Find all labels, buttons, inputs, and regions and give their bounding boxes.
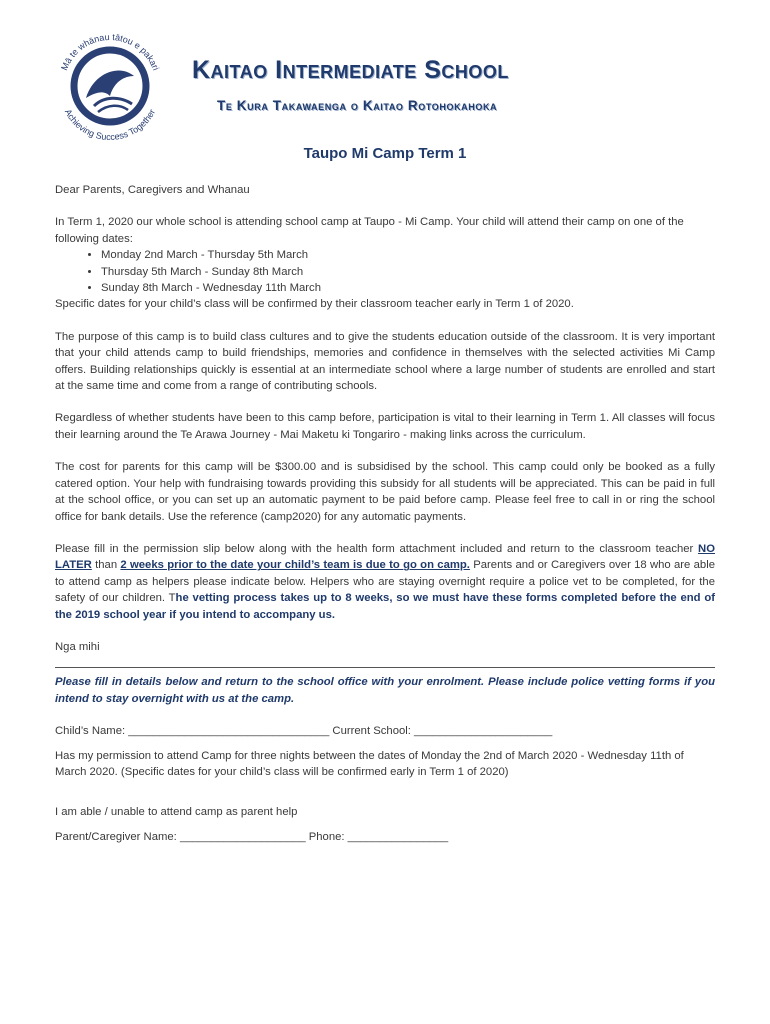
school-name: Kaitao Intermediate School [192, 56, 509, 84]
vetting-emphasis: he vetting process takes up to 8 weeks, so we must have these forms completed before the end of the 2019 school year if you intend to accompany us. [55, 592, 716, 621]
dates-note: Specific dates for your child’s class will be confirmed by their classroom teacher early in Term 1 of 2020. [55, 298, 574, 311]
letter-title: Taupo Mi Camp Term 1 [303, 145, 467, 162]
list-item: • Thursday 5th March - Sunday 8th March [101, 264, 715, 280]
school-logo-icon [50, 26, 170, 146]
logo-top-text: Mā te whānau tātou e pakari [59, 31, 162, 72]
school-name-maori: Te Kura Takawaenga o Kaitao Rotohokahoka [217, 98, 498, 113]
letter-body [55, 182, 715, 845]
intro-paragraph: In Term 1, 2020 our whole school is attending school camp at Taupo - Mi Camp. Your child will attend their camp on one of the following dates: [55, 216, 684, 245]
slip-instructions: Please fill in details below and return to the school office with your enrolment. Please include police vetting forms if you intend to stay overnight with us at the camp. [55, 676, 715, 705]
regardless-paragraph: Regardless of whether students have been to this camp before, participation is vital to their learning in Term 1. All classes will focus their learning around the Te Arawa Journey - Mai Maketu ki Tongariro - making links across the curriculum. [55, 412, 715, 441]
permission-text-c: Parents and or Caregivers over 18 who are able to attend camp as helpers please indicate below. Helpers who are staying overnight require a police vet to be completed, for the safety of our children. T [55, 559, 715, 605]
parent-name-field: Parent/Caregiver Name: ____________________ Phone: ________________ [55, 830, 449, 843]
purpose-paragraph: The purpose of this camp is to build class cultures and to give the students education outside of the classroom. It is very important that your child attends camp to build friendships, memories and confidence in themselves with the selected activities Mi Camp offers. Building relationships quickly is essential at an intermediate school where a large number of students are enrolled and start at the same time and come from a range of contributing schools. [55, 330, 715, 393]
camp-dates-list [55, 247, 715, 296]
tear-off-divider [55, 667, 715, 668]
list-item: • Sunday 8th March - Wednesday 11th March [101, 280, 715, 296]
greeting: Dear Parents, Caregivers and Whanau [55, 184, 250, 196]
logo-bottom-text: Achieving Success Together [62, 107, 158, 143]
consent-statement: Has my permission to attend Camp for three nights between the dates of Monday the 2nd of March 2020 - Wednesday 11th of March 2020. (Specific dates for your child’s class will be confirmed early in Term 1 of 2020) [55, 749, 684, 778]
list-item: • Monday 2nd March - Thursday 5th March [101, 247, 715, 263]
permission-text-a: Please fill in the permission slip below along with the health form attachment included and return to the classroom teacher [55, 542, 699, 555]
permission-text-b: than [91, 559, 121, 572]
no-later-emphasis: NO LATER [55, 542, 715, 572]
signoff: Nga mihi [55, 640, 100, 653]
cost-paragraph: The cost for parents for this camp will be $300.00 and is subsidised by the school. This camp could only be booked as a fully catered option. Your help with fundraising towards providing this subsidy for all students will be appreciated. This can be paid in full at the school office, or you can set up an automatic payment to be paid before camp. Please feel free to call in or ring the school office for bank details. Use the reference (camp2020) for any automatic payments. [55, 461, 715, 523]
deadline-emphasis: 2 weeks prior to the date your child’s team is due to go on camp. [120, 559, 470, 572]
permission-paragraph [55, 541, 715, 623]
parent-help-option: I am able / unable to attend camp as parent help [55, 806, 298, 819]
child-name-field: Child’s Name: ________________________________ Current School: ______________________ [55, 725, 553, 738]
